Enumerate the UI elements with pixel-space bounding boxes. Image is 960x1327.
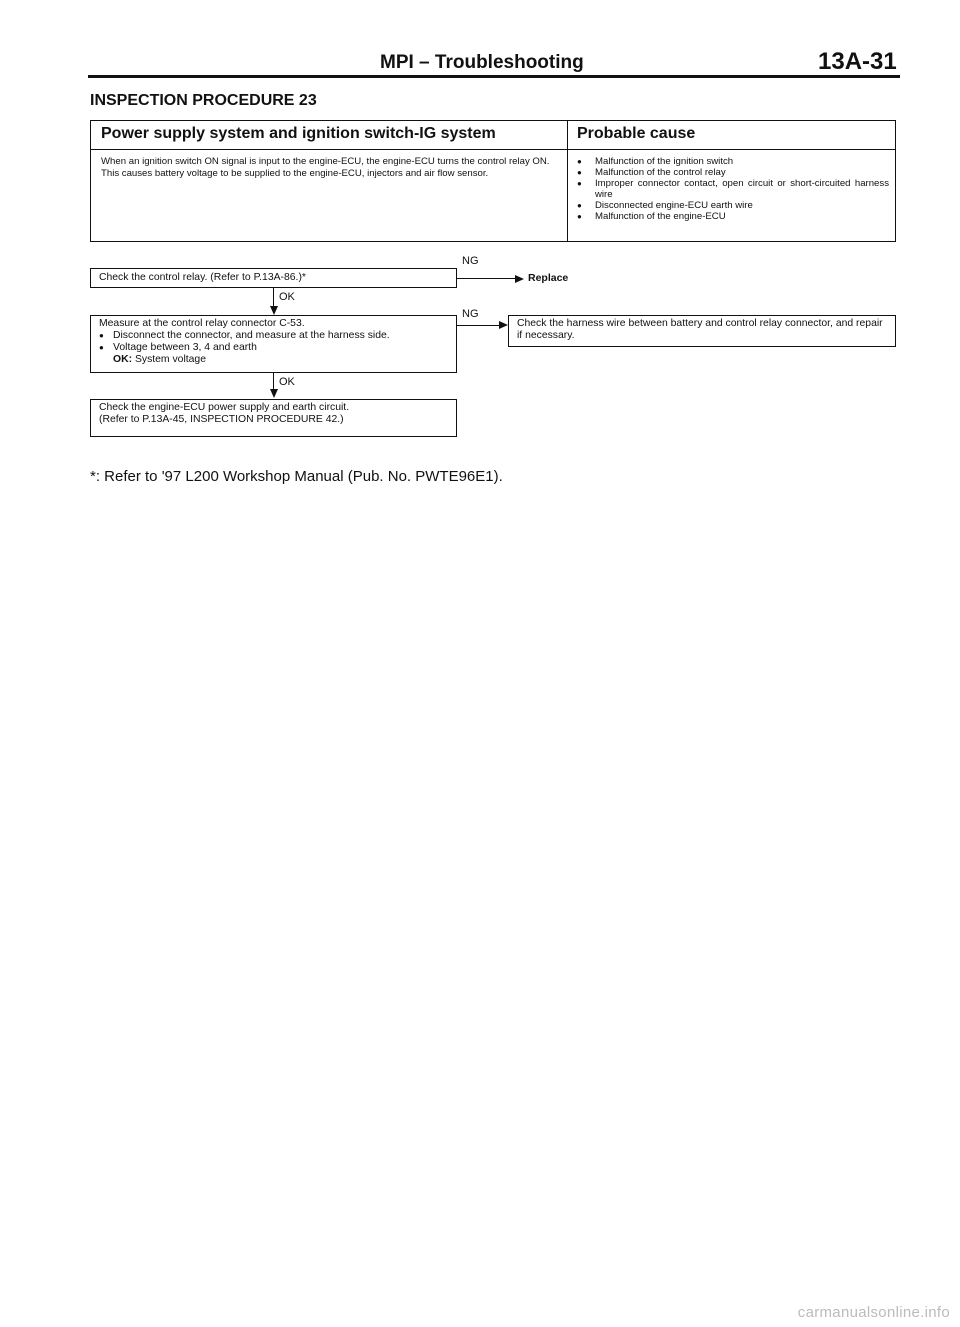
- step2-ng-label: NG: [462, 308, 479, 320]
- step3-box: [90, 399, 457, 437]
- step3-line1: Check the engine-ECU power supply and earth circuit.: [99, 402, 350, 413]
- step2-bullet: ● Disconnect the connector, and measure at the harness side.: [99, 330, 448, 342]
- step2-ng-result: Check the harness wire between battery and control relay connector, and repair if necessary.: [517, 318, 883, 341]
- ok-connector-1: [273, 288, 274, 308]
- step2-box: [90, 315, 457, 373]
- step2-ok-row: [99, 354, 448, 366]
- step2-ng-box: [508, 315, 896, 347]
- watermark: carmanualsonline.info: [797, 1304, 950, 1321]
- cause-heading: Probable cause: [577, 125, 696, 142]
- header-rule: [88, 75, 900, 78]
- symptom-description: When an ignition switch ON signal is input to the engine-ECU, the engine-ECU turns the control relay ON. This causes battery voltage to be supplied to the engine-ECU, injectors and air flow sensor.: [101, 156, 550, 179]
- step1-ng-arrow: [515, 275, 524, 283]
- step1-text: Check the control relay. (Refer to P.13A-86.)*: [99, 272, 306, 283]
- cause-item: ● Malfunction of the engine-ECU: [577, 211, 889, 222]
- page-title: MPI – Troubleshooting: [380, 52, 584, 73]
- cause-item: ● Malfunction of the ignition switch: [577, 156, 889, 167]
- step2-ng-arrow: [499, 321, 508, 329]
- page-number: 13A-31: [818, 48, 897, 75]
- ok-label-1: OK: [279, 291, 295, 303]
- section-title: INSPECTION PROCEDURE 23: [90, 92, 317, 109]
- ok-arrow-1: [270, 306, 278, 315]
- step1-box: [90, 268, 457, 288]
- cause-item: ● Malfunction of the control relay: [577, 167, 889, 178]
- step2-ok-value: System voltage: [134, 354, 206, 365]
- cause-item: ● Improper connector contact, open circuit or short-circuited harness wire: [577, 178, 889, 200]
- cause-item: ● Disconnected engine-ECU earth wire: [577, 200, 889, 211]
- step3-line2: (Refer to P.13A-45, INSPECTION PROCEDURE 42.): [99, 414, 344, 425]
- ok-label-2: OK: [279, 376, 295, 388]
- symptom-heading: Power supply system and ignition switch-IG system: [101, 125, 496, 142]
- cause-list: [577, 156, 889, 222]
- ok-arrow-2: [270, 389, 278, 398]
- footnote: *: Refer to '97 L200 Workshop Manual (Pub. No. PWTE96E1).: [90, 468, 503, 485]
- step1-ng-line: [457, 278, 517, 279]
- table-divider-vertical: [567, 121, 568, 241]
- step1-ng-label: NG: [462, 255, 479, 267]
- step2-ok-prefix: OK:: [113, 354, 133, 365]
- table-divider-horizontal: [91, 149, 895, 150]
- info-table: [90, 120, 896, 242]
- step2-intro: Measure at the control relay connector C-53.: [99, 318, 305, 329]
- step1-ng-result: Replace: [528, 272, 569, 284]
- step2-bullet: ● Voltage between 3, 4 and earth: [99, 342, 448, 354]
- step2-ng-line: [457, 325, 501, 326]
